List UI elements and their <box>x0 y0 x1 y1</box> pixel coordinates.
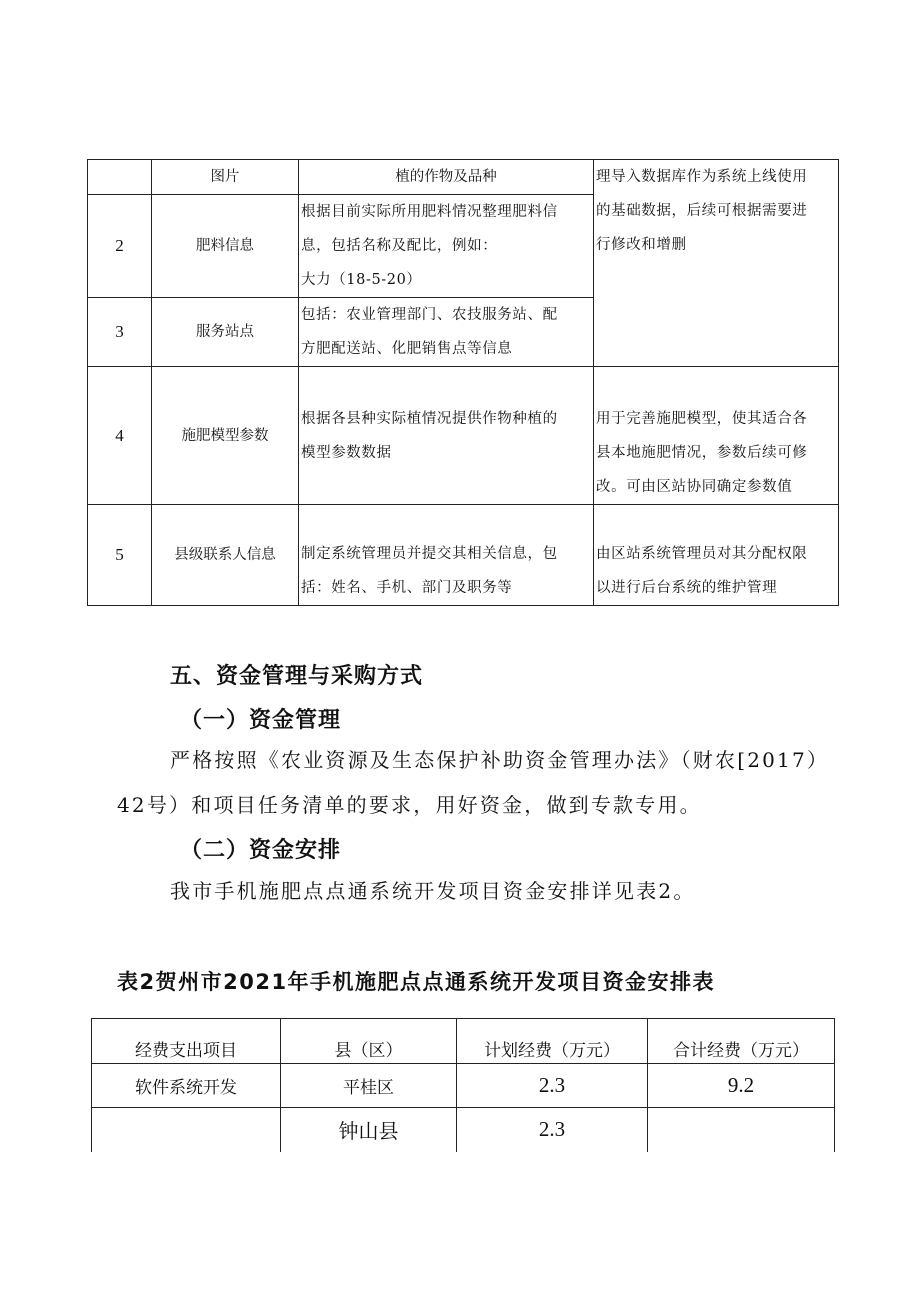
cell-planned: 2.3 <box>457 1064 648 1108</box>
table-row <box>92 1108 835 1152</box>
cell-note <box>594 505 839 606</box>
cell-shared-note <box>594 160 839 367</box>
cell-expense-item: 软件系统开发 <box>92 1064 281 1108</box>
cell-no: 2 <box>88 195 152 298</box>
cell-content <box>299 505 594 606</box>
note-line: 县本地施肥情况，参数后续可修 <box>596 445 808 461</box>
cell-total: 9.2 <box>648 1064 835 1108</box>
content-line: 方肥配送站、化肥销售点等信息 <box>301 341 513 357</box>
budget-table <box>91 1018 835 1152</box>
cell-county: 钟山县 <box>281 1108 457 1152</box>
header-cell: 计划经费（万元） <box>457 1019 648 1064</box>
cell-content: 植的作物及品种 <box>299 160 594 195</box>
section-title: 五、资金管理与采购方式 <box>170 664 424 689</box>
cell-no: 5 <box>88 505 152 606</box>
note-line: 改。可由区站协同确定参数值 <box>596 479 793 495</box>
table-row <box>88 367 839 505</box>
note-line: 的基础数据，后续可根据需要进 <box>596 203 808 219</box>
cell-item: 肥料信息 <box>152 195 299 298</box>
cell-no: 3 <box>88 298 152 367</box>
subsection-title-funds-arrangement: （二）资金安排 <box>180 838 342 863</box>
table-caption: 表2贺州市2021年手机施肥点点通系统开发项目资金安排表 <box>117 970 716 994</box>
cell-note <box>594 367 839 505</box>
content-line: 息，包括名称及配比，例如： <box>301 238 498 254</box>
requirements-table <box>87 159 839 606</box>
note-line: 以进行后台系统的维护管理 <box>596 580 778 596</box>
cell-content <box>299 298 594 367</box>
header-cell: 县（区） <box>281 1019 457 1064</box>
paragraph-line: 严格按照《农业资源及生态保护补助资金管理办法》（财农[2017） <box>170 748 830 772</box>
table-row <box>88 505 839 606</box>
cell-no: 4 <box>88 367 152 505</box>
content-line: 模型参数数据 <box>301 444 392 461</box>
header-cell: 经费支出项目 <box>92 1019 281 1064</box>
table-row <box>92 1064 835 1108</box>
note-line: 理导入数据库作为系统上线使用 <box>596 169 808 185</box>
paragraph-line: 42号）和项目任务清单的要求，用好资金，做到专款专用。 <box>117 793 702 817</box>
content-line: 大力（18-5-20） <box>301 272 422 288</box>
content-line: 包括：农业管理部门、农技服务站、配 <box>301 307 558 323</box>
paragraph-line: 我市手机施肥点点通系统开发项目资金安排详见表2。 <box>170 879 696 903</box>
cell-content <box>299 195 594 298</box>
cell-item: 服务站点 <box>152 298 299 367</box>
note-line: 用于完善施肥模型，使其适合各 <box>596 411 808 427</box>
header-cell: 合计经费（万元） <box>648 1019 835 1064</box>
content-line: 制定系统管理员并提交其相关信息，包 <box>301 546 558 562</box>
cell-no <box>88 160 152 195</box>
cell-planned: 2.3 <box>457 1108 648 1152</box>
cell-county: 平桂区 <box>281 1064 457 1108</box>
cell-item: 施肥模型参数 <box>152 367 299 505</box>
cell-content <box>299 367 594 505</box>
content-line: 根据目前实际所用肥料情况整理肥料信 <box>301 204 558 220</box>
cell-item: 县级联系人信息 <box>152 505 299 606</box>
content-line: 根据各县种实际植情况提供作物种植的 <box>301 410 558 427</box>
table-row <box>88 160 839 195</box>
content-line: 括：姓名、手机、部门及职务等 <box>301 580 513 596</box>
cell-expense-item <box>92 1108 281 1152</box>
table-header-row <box>92 1019 835 1064</box>
cell-item: 图片 <box>152 160 299 195</box>
subsection-title-funds-management: （一）资金管理 <box>180 708 342 733</box>
cell-total <box>648 1108 835 1152</box>
note-line: 由区站系统管理员对其分配权限 <box>596 546 808 562</box>
note-line: 行修改和增删 <box>596 237 687 253</box>
